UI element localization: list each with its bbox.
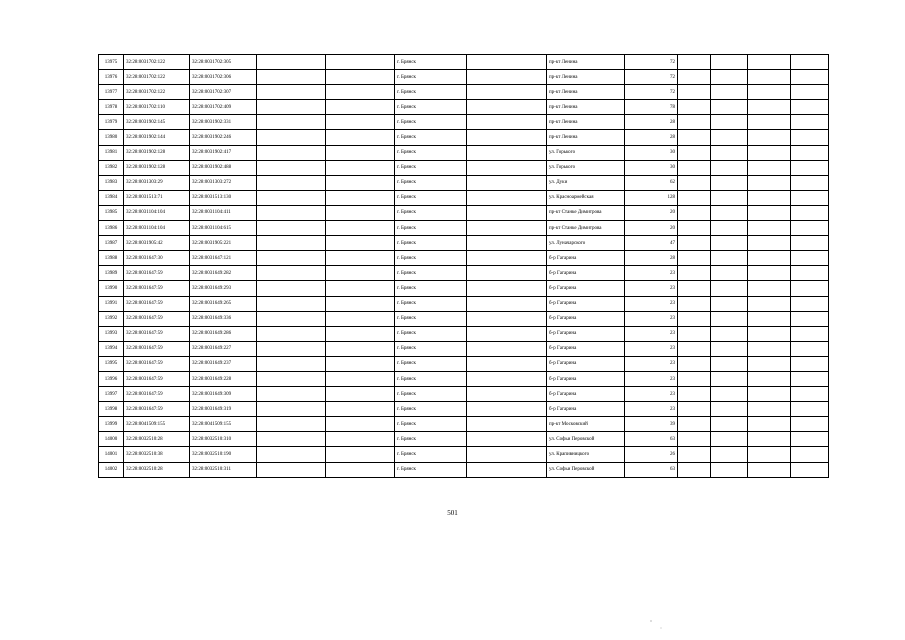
cell-number: 13975 [99, 55, 124, 70]
cell-house: 28 [625, 130, 678, 145]
cell-object: 32:28:0031902:246 [190, 130, 257, 145]
cell-object: 32:28:0031649:309 [190, 387, 257, 402]
cell-street: пр-кт Станке Димитрова [547, 205, 625, 220]
cell-street: пр-кт Ленина [547, 130, 625, 145]
cell-object: 32:28:0031649:227 [190, 341, 257, 356]
cell-parcel: 32:28:0031702:122 [124, 55, 190, 70]
cell-street: б-р Гагарина [547, 402, 625, 417]
cell-street: ул. Софьи Перовской [547, 432, 625, 447]
cell-number: 13983 [99, 175, 124, 190]
cell-object: 32:28:0031702:306 [190, 70, 257, 85]
cell-city: г. Брянск [395, 371, 467, 386]
cell-street: пр-кт Московский [547, 417, 625, 432]
cell-street: б-р Гагарина [547, 371, 625, 386]
cell-number: 13981 [99, 145, 124, 160]
cell-city: г. Брянск [395, 130, 467, 145]
cell-object: 32:28:0031649:282 [190, 266, 257, 281]
cell-city: г. Брянск [395, 205, 467, 220]
cell-street: б-р Гагарина [547, 341, 625, 356]
cell-city: г. Брянск [395, 221, 467, 236]
cell-number: 13990 [99, 281, 124, 296]
cell-object: 32:28:0031702:307 [190, 85, 257, 100]
cell-object: 32:28:0031649:228 [190, 371, 257, 386]
cell-object: 32:28:0031649:237 [190, 356, 257, 371]
cell-object: 32:28:0031649:286 [190, 326, 257, 341]
cell-house: 72 [625, 70, 678, 85]
cell-house: 78 [625, 100, 678, 115]
cell-number: 13998 [99, 402, 124, 417]
cell-object: 32:28:0031902:488 [190, 160, 257, 175]
cell-street: б-р Гагарина [547, 326, 625, 341]
cell-number: 13997 [99, 387, 124, 402]
cell-house: 23 [625, 296, 678, 311]
cell-city: г. Брянск [395, 341, 467, 356]
cell-number: 13993 [99, 326, 124, 341]
cell-parcel: 32:28:0031647:59 [124, 311, 190, 326]
cell-house: 20 [625, 221, 678, 236]
cell-parcel: 32:28:0031905:42 [124, 236, 190, 251]
cell-city: г. Брянск [395, 402, 467, 417]
cell-street: ул. Крапивницкого [547, 447, 625, 462]
cell-street: б-р Гагарина [547, 281, 625, 296]
cell-city: г. Брянск [395, 100, 467, 115]
cell-street: б-р Гагарина [547, 296, 625, 311]
cell-parcel: 32:28:0031902:144 [124, 130, 190, 145]
cell-street: ул. Горького [547, 145, 625, 160]
cell-city: г. Брянск [395, 145, 467, 160]
cell-object: 32:28:0031649:336 [190, 311, 257, 326]
cell-city: г. Брянск [395, 296, 467, 311]
cell-object: 32:28:0032510:311 [190, 462, 257, 477]
cell-house: 128 [625, 190, 678, 205]
cell-house: 20 [625, 205, 678, 220]
cell-house: 23 [625, 281, 678, 296]
cell-city: г. Брянск [395, 417, 467, 432]
cell-house: 23 [625, 266, 678, 281]
cell-street: б-р Гагарина [547, 387, 625, 402]
cell-city: г. Брянск [395, 236, 467, 251]
cell-street: пр-кт Ленина [547, 115, 625, 130]
cell-house: 72 [625, 85, 678, 100]
cell-number: 13996 [99, 371, 124, 386]
cell-number: 13976 [99, 70, 124, 85]
cell-number: 13989 [99, 266, 124, 281]
cell-number: 13994 [99, 341, 124, 356]
cell-city: г. Брянск [395, 251, 467, 266]
cell-parcel: 32:28:0031647:59 [124, 326, 190, 341]
cell-number: 13980 [99, 130, 124, 145]
cell-street: пр-кт Станке Димитрова [547, 221, 625, 236]
cell-parcel: 32:28:0032510:28 [124, 432, 190, 447]
cell-city: г. Брянск [395, 70, 467, 85]
cell-parcel: 32:28:0031647:59 [124, 281, 190, 296]
cell-city: г. Брянск [395, 160, 467, 175]
cell-object: 32:28:0041509:155 [190, 417, 257, 432]
cell-parcel: 32:28:0031104:104 [124, 221, 190, 236]
cell-number: 14001 [99, 447, 124, 462]
cell-house: 23 [625, 311, 678, 326]
cell-city: г. Брянск [395, 462, 467, 477]
cell-number: 13986 [99, 221, 124, 236]
cell-object: 32:28:0031649:265 [190, 296, 257, 311]
cell-parcel: 32:28:0031647:59 [124, 341, 190, 356]
cell-street: б-р Гагарина [547, 266, 625, 281]
cell-parcel: 32:28:0031513:71 [124, 190, 190, 205]
cell-number: 13999 [99, 417, 124, 432]
cell-house: 23 [625, 356, 678, 371]
cell-street: б-р Гагарина [547, 311, 625, 326]
cell-street: б-р Гагарина [547, 356, 625, 371]
cell-number: 13984 [99, 190, 124, 205]
cell-city: г. Брянск [395, 387, 467, 402]
cell-object: 32:28:0031649:319 [190, 402, 257, 417]
cell-parcel: 32:28:0031647:59 [124, 356, 190, 371]
cell-number: 14000 [99, 432, 124, 447]
cell-city: г. Брянск [395, 115, 467, 130]
cell-number: 13988 [99, 251, 124, 266]
cell-object: 32:28:0032510:310 [190, 432, 257, 447]
cell-street: пр-кт Ленина [547, 100, 625, 115]
cell-parcel: 32:28:0032510:38 [124, 447, 190, 462]
cell-parcel: 32:28:0031647:59 [124, 296, 190, 311]
cell-city: г. Брянск [395, 281, 467, 296]
cell-city: г. Брянск [395, 55, 467, 70]
cell-object: 32:28:0031702:409 [190, 100, 257, 115]
cell-number: 13979 [99, 115, 124, 130]
cell-parcel: 32:28:0031647:59 [124, 266, 190, 281]
cell-parcel: 32:28:0031702:110 [124, 100, 190, 115]
cell-street: ул. Горького [547, 160, 625, 175]
cell-number: 13985 [99, 205, 124, 220]
cell-street: пр-кт Ленина [547, 70, 625, 85]
cell-number: 13991 [99, 296, 124, 311]
cell-house: 28 [625, 251, 678, 266]
cell-street: ул. Дуки [547, 175, 625, 190]
cell-house: 23 [625, 402, 678, 417]
cell-house: 28 [625, 115, 678, 130]
cell-city: г. Брянск [395, 432, 467, 447]
cell-number: 13992 [99, 311, 124, 326]
cell-street: пр-кт Ленина [547, 55, 625, 70]
cell-parcel: 32:28:0031647:59 [124, 371, 190, 386]
cell-number: 13982 [99, 160, 124, 175]
cell-city: г. Брянск [395, 356, 467, 371]
cell-parcel: 32:28:0031902:128 [124, 160, 190, 175]
cell-house: 30 [625, 145, 678, 160]
cell-house: 23 [625, 326, 678, 341]
cell-number: 13995 [99, 356, 124, 371]
cell-object: 32:28:0031303:272 [190, 175, 257, 190]
cell-house: 62 [625, 175, 678, 190]
cell-city: г. Брянск [395, 311, 467, 326]
cell-parcel: 32:28:0031104:104 [124, 205, 190, 220]
cell-house: 63 [625, 462, 678, 477]
cell-street: б-р Гагарина [547, 251, 625, 266]
cell-street: ул. Луначарского [547, 236, 625, 251]
cell-parcel: 32:28:0032510:28 [124, 462, 190, 477]
cell-city: г. Брянск [395, 175, 467, 190]
cell-number: 13977 [99, 85, 124, 100]
cell-city: г. Брянск [395, 266, 467, 281]
cell-object: 32:28:0031104:411 [190, 205, 257, 220]
cell-parcel: 32:28:0031702:122 [124, 70, 190, 85]
cell-house: 47 [625, 236, 678, 251]
cell-object: 32:28:0031647:121 [190, 251, 257, 266]
cell-house: 39 [625, 417, 678, 432]
cell-house: 23 [625, 371, 678, 386]
cell-parcel: 32:28:0031647:59 [124, 387, 190, 402]
cell-object: 32:28:0031902:331 [190, 115, 257, 130]
cell-object: 32:28:0031702:305 [190, 55, 257, 70]
cell-city: г. Брянск [395, 190, 467, 205]
cell-house: 30 [625, 160, 678, 175]
cell-house: 72 [625, 55, 678, 70]
cell-house: 26 [625, 447, 678, 462]
cell-parcel: 32:28:0041509:155 [124, 417, 190, 432]
cell-object: 32:28:0031513:130 [190, 190, 257, 205]
cell-number: 13987 [99, 236, 124, 251]
cell-street: ул. Красноармейская [547, 190, 625, 205]
cell-object: 32:28:0031104:615 [190, 221, 257, 236]
cell-house: 63 [625, 432, 678, 447]
cell-city: г. Брянск [395, 326, 467, 341]
cell-house: 23 [625, 387, 678, 402]
cell-parcel: 32:28:0031303:29 [124, 175, 190, 190]
cell-street: пр-кт Ленина [547, 85, 625, 100]
cell-parcel: 32:28:0031647:59 [124, 402, 190, 417]
cell-house: 23 [625, 341, 678, 356]
cell-number: 14002 [99, 462, 124, 477]
cell-object: 32:28:0031649:293 [190, 281, 257, 296]
cell-parcel: 32:28:0031902:145 [124, 115, 190, 130]
cell-street: ул. Софьи Перовской [547, 462, 625, 477]
cell-parcel: 32:28:0031647:30 [124, 251, 190, 266]
cell-parcel: 32:28:0031702:122 [124, 85, 190, 100]
cell-city: г. Брянск [395, 85, 467, 100]
cell-city: г. Брянск [395, 447, 467, 462]
cell-object: 32:28:0032510:190 [190, 447, 257, 462]
cell-parcel: 32:28:0031902:128 [124, 145, 190, 160]
page-number: 501 [447, 509, 458, 517]
cell-object: 32:28:0031902:417 [190, 145, 257, 160]
cell-object: 32:28:0031905:221 [190, 236, 257, 251]
cell-number: 13978 [99, 100, 124, 115]
